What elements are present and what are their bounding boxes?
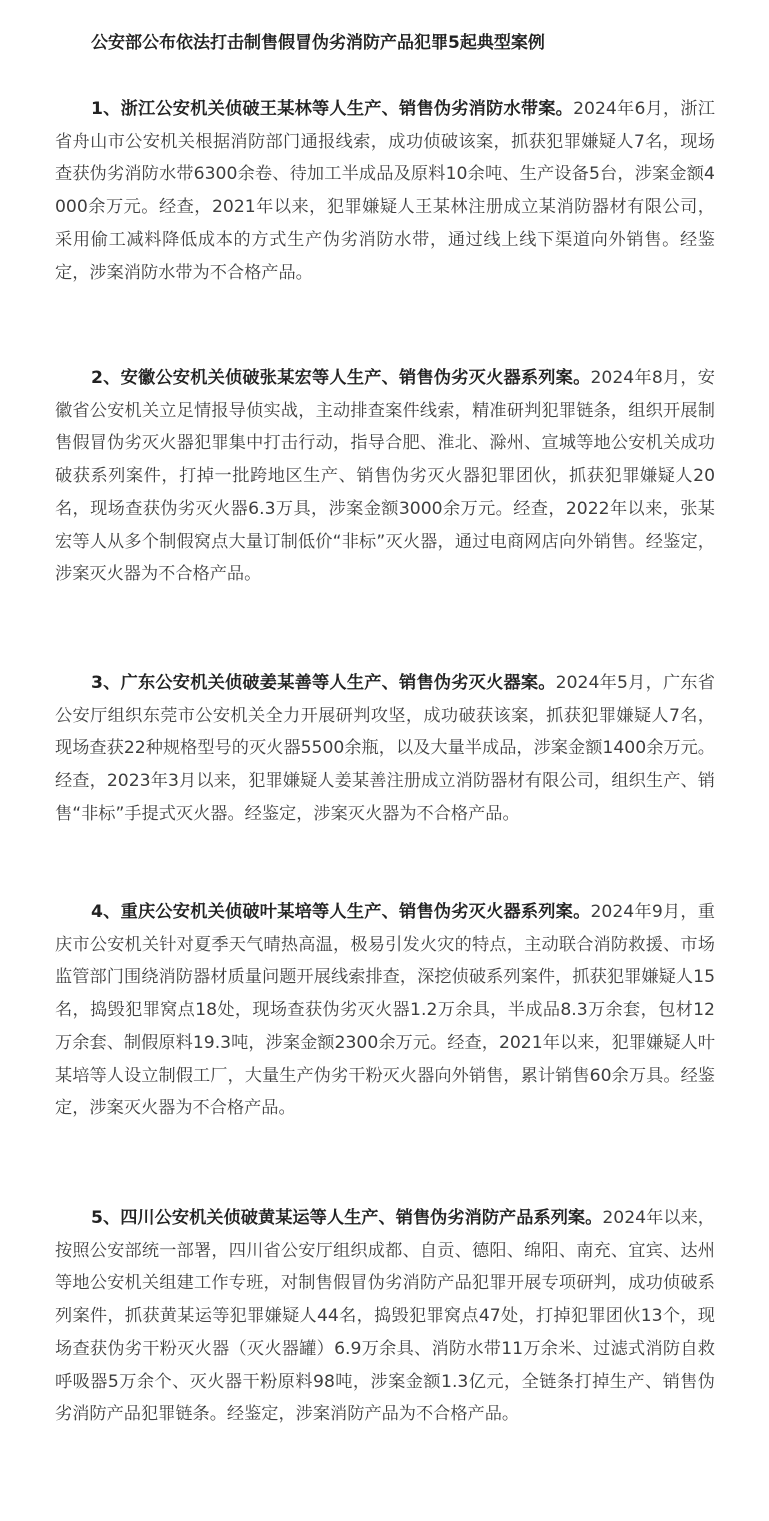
case-body-4: 2024年9月，重庆市公安机关针对夏季天气晴热高温，极易引发火灾的特点，主动联合消防救援、市场监管部门围绕消防器材质量问题开展线索排查，深挖侦破系列案件，抓获犯罪嫌疑人15名，捣毁犯罪窝点18处，现场查获伪劣灭火器1.2万余具，半成品8.3万余套，包材12万余套、制假原料19.3吨，涉案金额2300余万元。经查，2021年以来，犯罪嫌疑人叶某培等人设立制假工厂，大量生产伪劣干粉灭火器向外销售，累计销售60余万具。经鉴定，涉案灭火器为不合格产品。: [55, 902, 715, 1119]
case-body-2: 2024年8月，安徽省公安机关立足情报导侦实战，主动排查案件线索，精准研判犯罪链条，组织开展制售假冒伪劣灭火器犯罪集中打击行动，指导合肥、淮北、滁州、宣城等地公安机关成功破获系列案件，打掉一批跨地区生产、销售伪劣灭火器犯罪团伙，抓获犯罪嫌疑人20名，现场查获伪劣灭火器6.3万具，涉案金额3000余万元。经查，2022年以来，张某宏等人从多个制假窝点大量订制低价“非标”灭火器，通过电商网店向外销售。经鉴定，涉案灭火器为不合格产品。: [55, 368, 715, 585]
case-paragraph-3: [55, 667, 715, 831]
case-paragraph-5: [55, 1202, 715, 1431]
case-heading-1: 1、浙江公安机关侦破王某林等人生产、销售伪劣消防水带案。: [91, 99, 574, 119]
case-body-1: 2024年6月，浙江省舟山市公安机关根据消防部门通报线索，成功侦破该案，抓获犯罪嫌疑人7名，现场查获伪劣消防水带6300余卷、待加工半成品及原料10余吨、生产设备5台，涉案金额4000余万元。经查，2021年以来，犯罪嫌疑人王某林注册成立某消防器材有限公司，采用偷工减料降低成本的方式生产伪劣消防水带，通过线上线下渠道向外销售。经鉴定，涉案消防水带为不合格产品。: [55, 99, 715, 283]
case-heading-5: 5、四川公安机关侦破黄某运等人生产、销售伪劣消防产品系列案。: [91, 1208, 603, 1228]
case-body-5: 2024年以来，按照公安部统一部署，四川省公安厅组织成都、自贡、德阳、绵阳、南充、宜宾、达州等地公安机关组建工作专班，对制售假冒伪劣消防产品犯罪开展专项研判，成功侦破系列案件，抓获黄某运等犯罪嫌疑人44名，捣毁犯罪窝点47处，打掉犯罪团伙13个，现场查获伪劣干粉灭火器（灭火器罐）6.9万余具、消防水带11万余米、过滤式消防自救呼吸器5万余个、灭火器干粉原料98吨，涉案金额1.3亿元，全链条打掉生产、销售伪劣消防产品犯罪链条。经鉴定，涉案消防产品为不合格产品。: [55, 1208, 715, 1425]
case-paragraph-1: [55, 93, 715, 289]
case-paragraph-4: [55, 896, 715, 1125]
case-heading-2: 2、安徽公安机关侦破张某宏等人生产、销售伪劣灭火器系列案。: [91, 368, 591, 388]
case-body-3: 2024年5月，广东省公安厅组织东莞市公安机关全力开展研判攻坚，成功破获该案，抓获犯罪嫌疑人7名，现场查获22种规格型号的灭火器5500余瓶，以及大量半成品，涉案金额1400余万元。经查，2023年3月以来，犯罪嫌疑人姜某善注册成立消防器材有限公司，组织生产、销售“非标”手提式灭火器。经鉴定，涉案灭火器为不合格产品。: [55, 673, 715, 824]
article-title: 公安部公布依法打击制售假冒伪劣消防产品犯罪5起典型案例: [91, 33, 545, 53]
case-heading-3: 3、广东公安机关侦破姜某善等人生产、销售伪劣灭火器案。: [91, 673, 556, 693]
case-heading-4: 4、重庆公安机关侦破叶某培等人生产、销售伪劣灭火器系列案。: [91, 902, 591, 922]
case-paragraph-2: [55, 362, 715, 591]
